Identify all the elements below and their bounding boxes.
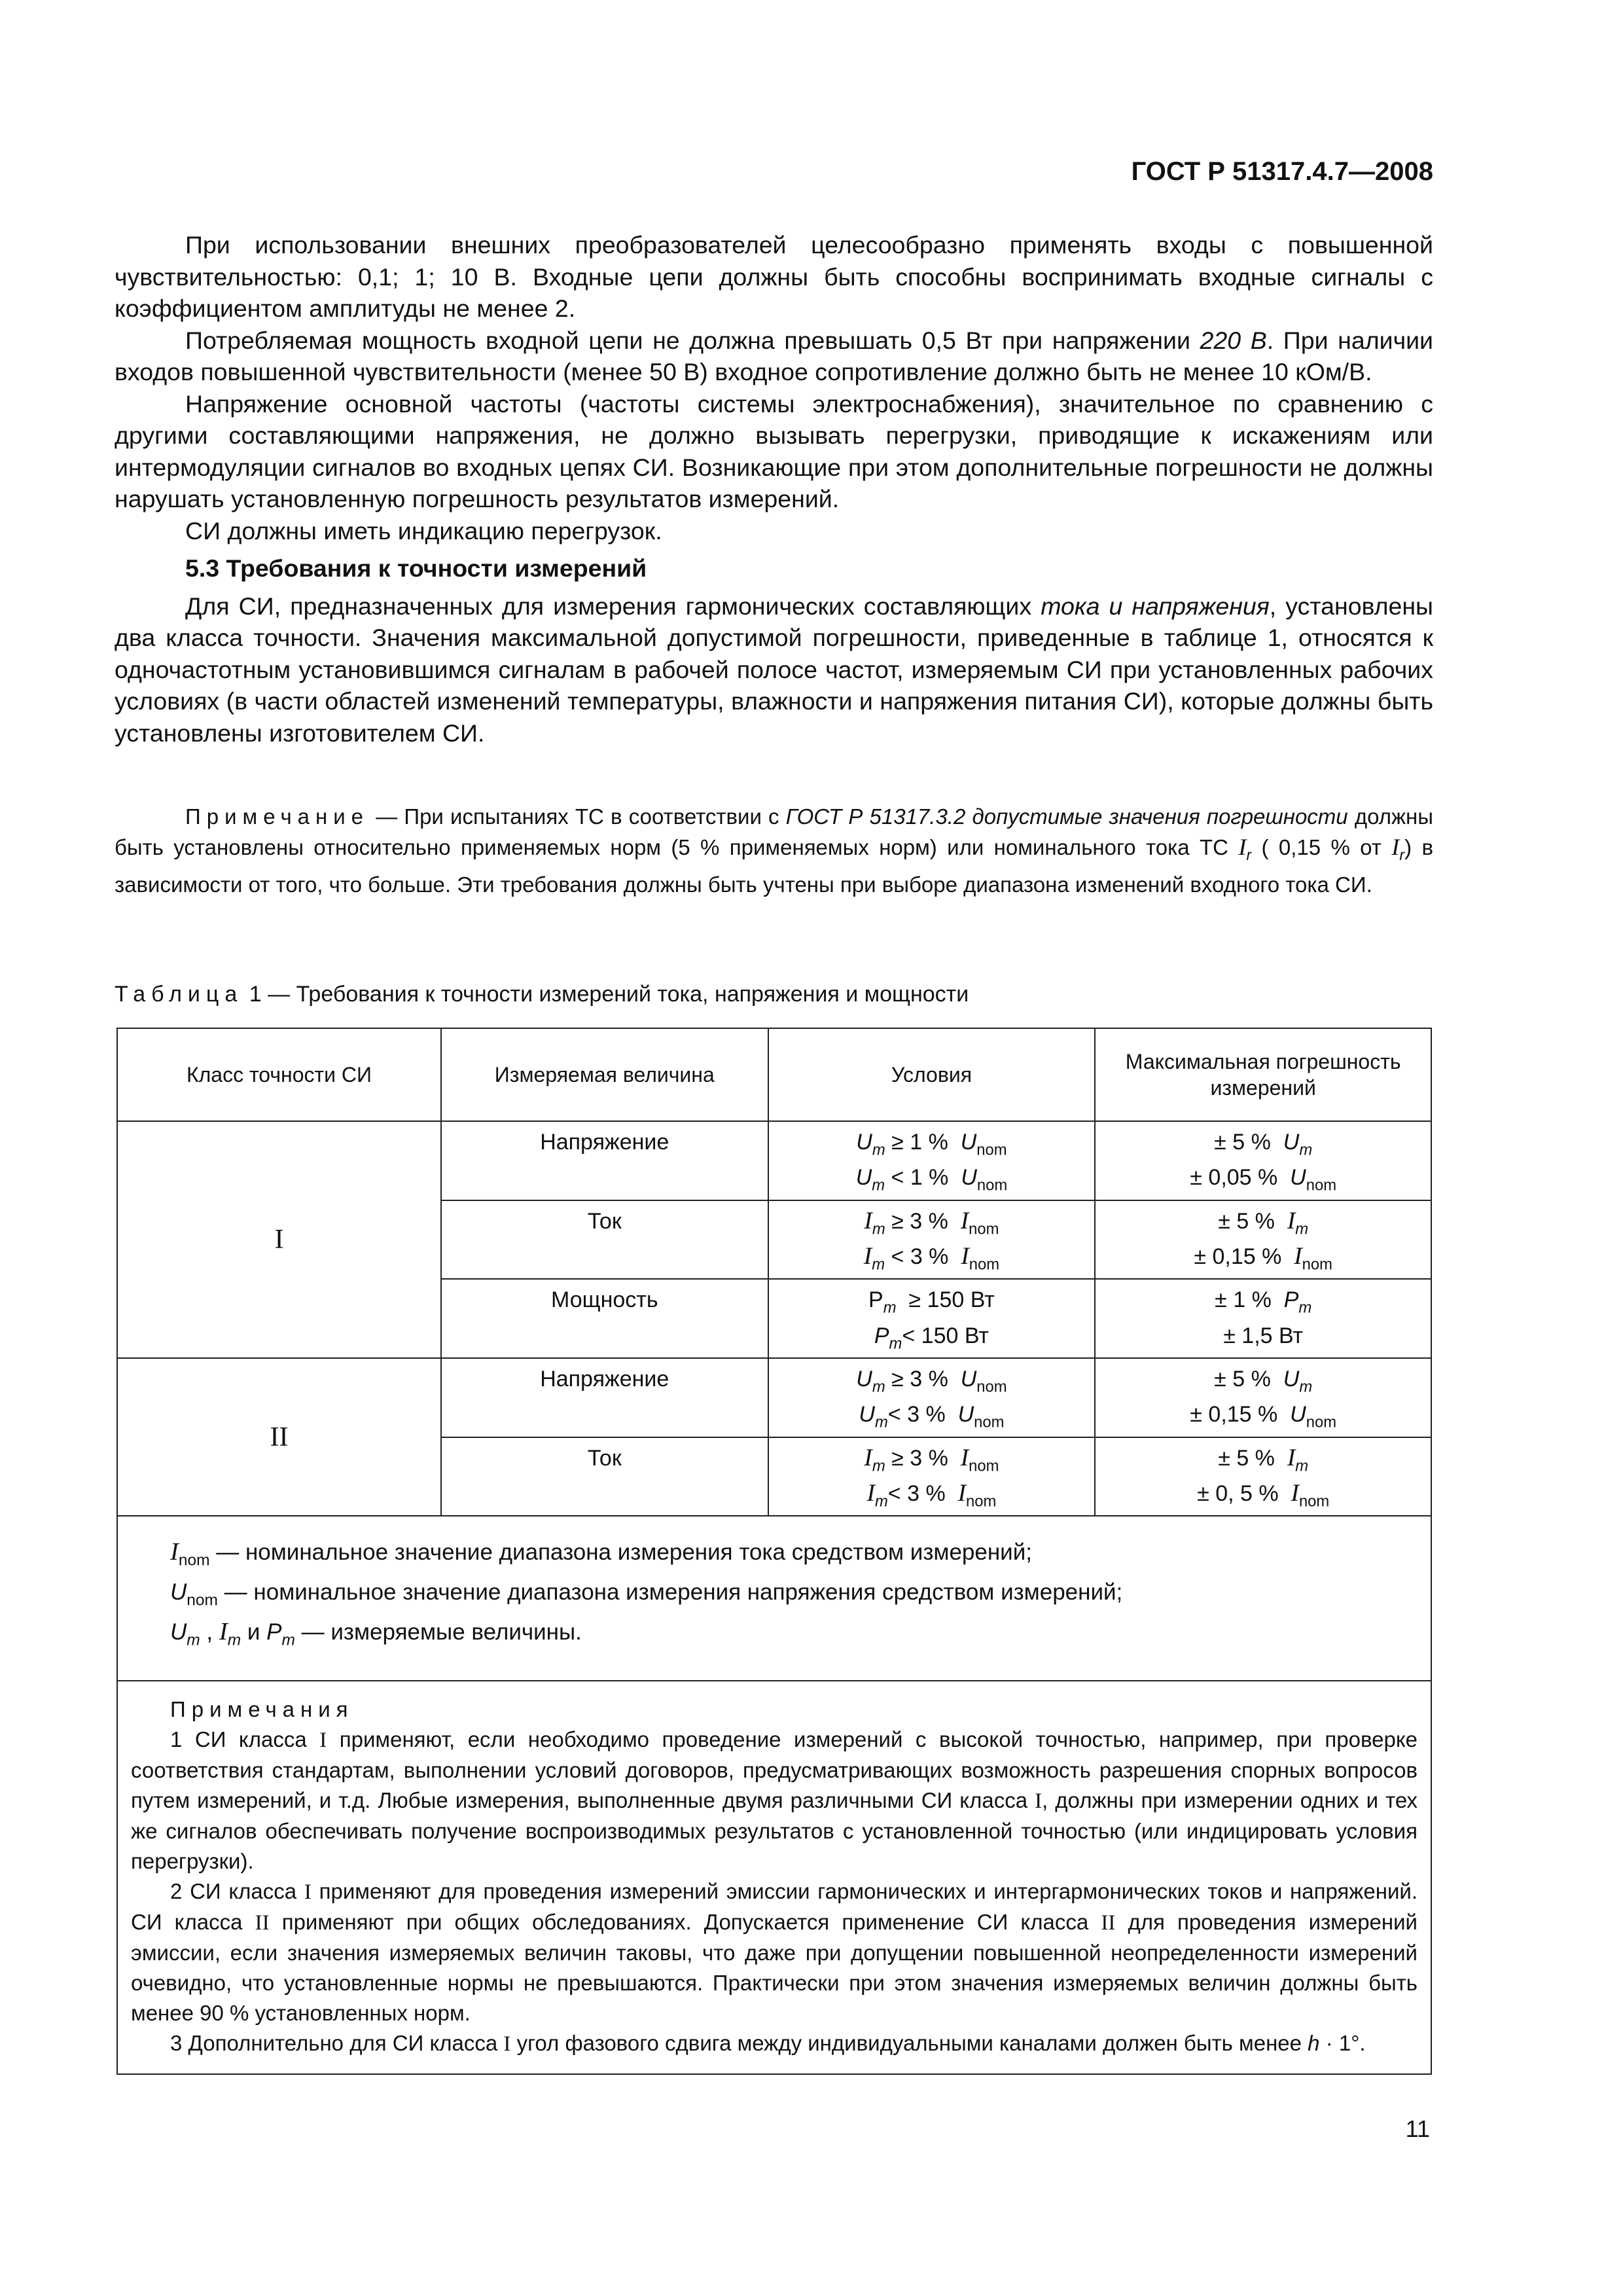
symbol: I	[1287, 1207, 1296, 1234]
paragraph	[115, 590, 1433, 749]
symbol: P	[868, 1287, 883, 1313]
symbol-sub: nom	[976, 1141, 1007, 1159]
text-run: 1 СИ класса	[170, 1727, 320, 1752]
symbol-sub: nom	[969, 1456, 999, 1475]
symbol: I	[864, 1444, 872, 1471]
text-run: ± 0,15 %	[1190, 1402, 1291, 1427]
symbol-sub: m	[281, 1631, 295, 1649]
symbol-sub: m	[187, 1631, 200, 1649]
legend-line	[170, 1536, 1431, 1577]
text-run: ) в зависимости от того, что больше. Эти требования должны быть учтены при выборе диапазона изменений входного тока СИ.	[115, 835, 1433, 897]
column-header: Максимальная погрешность измерений	[1095, 1028, 1431, 1121]
text-run: , должны при измерении одних и тех же сигналов обеспечивать получение воспроизводимых результатов с установленной точностью (или индицировать условия перегрузки).	[131, 1788, 1418, 1874]
class-symbol: I	[319, 1729, 327, 1753]
paragraph: СИ должны иметь индикацию перегрузок.	[185, 516, 662, 545]
symbol-sub: nom	[1306, 1176, 1337, 1194]
accuracy-class-cell: I	[117, 1121, 441, 1358]
text-run-italic: 220 В	[1200, 326, 1267, 354]
symbol: U	[170, 1579, 187, 1605]
class-symbol: I	[304, 1880, 312, 1905]
accuracy-table	[116, 1028, 1432, 2075]
symbol-sub: nom	[976, 1378, 1007, 1396]
symbol: I	[219, 1618, 228, 1646]
symbol: U	[960, 1130, 977, 1155]
text-run: ± 0, 5 %	[1197, 1480, 1291, 1506]
text-run: < 1 %	[885, 1165, 961, 1191]
error-cell	[1095, 1200, 1431, 1280]
text-run: — номинальное значение диапазона измерения тока средством измерений;	[209, 1539, 1032, 1566]
error-cell	[1095, 1358, 1431, 1437]
paragraph	[115, 325, 1433, 388]
text-run: 2 СИ класса	[170, 1879, 304, 1904]
column-header: Класс точности СИ	[117, 1028, 441, 1121]
text-run-italic: тока и напряжения	[1041, 592, 1270, 620]
symbol-sub: m	[1298, 1299, 1312, 1317]
text-run: < 3 %	[887, 1480, 958, 1506]
text-run: применяют при общих обследованиях. Допускается применение СИ класса	[269, 1910, 1101, 1935]
symbol: U	[961, 1165, 977, 1191]
symbol: U	[960, 1366, 977, 1391]
symbol: I	[1294, 1242, 1302, 1270]
text-run: ± 5 %	[1218, 1445, 1287, 1471]
note-item	[131, 1725, 1418, 1876]
text-run: 3 Дополнительно для СИ класса	[170, 2031, 504, 2056]
symbol: I	[863, 1242, 872, 1270]
text-run: для проведения измерений эмиссии, если значения измеряемых величин таковы, что даже при допущении повышенной неопределенности измерений очевидно, что установленные нормы не превышаются. Практически при этом значения измеряемых величин должны быть менее 90 % установленных норм.	[131, 1910, 1418, 2026]
symbol: U	[1283, 1130, 1300, 1155]
document-header: ГОСТ Р 51317.4.7—2008	[1131, 157, 1433, 186]
text-run: Для СИ, предназначенных для измерения гармонических составляющих	[185, 592, 1041, 620]
symbol: U	[856, 1130, 872, 1155]
quantity-cell: Мощность	[441, 1279, 768, 1358]
symbol: h	[1308, 2031, 1320, 2056]
symbol: I	[1287, 1444, 1296, 1471]
symbol-sub: nom	[969, 1219, 999, 1238]
text-run: — измеряемые величины.	[294, 1619, 582, 1645]
symbol: U	[1283, 1366, 1300, 1391]
text-run: ≥ 3 %	[885, 1445, 961, 1471]
symbol-sub: r	[1246, 846, 1252, 864]
symbol-sub: r	[1399, 846, 1405, 864]
conditions-cell	[768, 1437, 1096, 1516]
text-run: применяют для проведения измерений эмиссии гармонических и интергармонических токов и напряжений. СИ класса	[131, 1879, 1418, 1935]
legend-cell	[117, 1516, 1431, 1681]
text-run: ± 5 %	[1214, 1130, 1283, 1155]
symbol-sub: nom	[1306, 1413, 1337, 1431]
text-run: ± 0,05 %	[1190, 1165, 1291, 1191]
text-run: < 3 %	[885, 1244, 961, 1269]
symbol: P	[874, 1323, 889, 1348]
text-run: · 1°.	[1319, 2031, 1366, 2056]
paragraph: При использовании внешних преобразователей целесообразно применять входы с повышенной чувствительностью: 0,1; 1; 10 В. Входные цепи должны быть способны воспринимать входные сигналы с коэффициентом амплитуды не менее 2.	[115, 231, 1433, 322]
text-run: — номинальное значение диапазона измерения напряжения средством измерений;	[217, 1579, 1123, 1605]
text-run: применяют, если необходимо проведение измерений с высокой точностью, например, при проверке соответствия стандартам, выполнении условий договоров, предусматривающих возможность разрешения спорных вопросов путем измерений, и т.д. Любые измерения, выполненные двумя различными СИ класса	[131, 1727, 1418, 1813]
symbol-sub: m	[1295, 1456, 1309, 1475]
symbol: I	[960, 1207, 969, 1234]
class-symbol: II	[1101, 1911, 1116, 1935]
table-row	[117, 1358, 1431, 1437]
symbol-sub: m	[872, 1378, 885, 1396]
symbol-sub: nom	[969, 1255, 1000, 1274]
symbol: U	[170, 1619, 187, 1645]
column-header: Измеряемая величина	[441, 1028, 768, 1121]
table-header-row	[117, 1028, 1431, 1121]
text-run: < 150 Вт	[902, 1323, 989, 1348]
note-item	[131, 1876, 1418, 2028]
symbol-sub: m	[883, 1299, 897, 1317]
symbol: U	[859, 1402, 875, 1427]
caption-text: 1 — Требования к точности измерений тока, напряжения и мощности	[243, 982, 969, 1007]
symbol-sub: m	[889, 1334, 902, 1352]
notes-row	[117, 1681, 1431, 2074]
text-run: ± 5 %	[1218, 1208, 1287, 1234]
text-run: ≥ 3 %	[885, 1366, 961, 1391]
text-run: , установлены два класса точности. Значения максимальной допустимой погрешности, приведенные в таблице 1, относятся к одночастотным установившимся сигналам в рабочей полосе частот, измеряемым СИ при установленных рабочих условиях (в части областей изменений температуры, влажности и напряжения питания СИ), которые должны быть установлены изготовителем СИ.	[115, 592, 1434, 747]
class-symbol: I	[1035, 1789, 1043, 1814]
symbol: I	[864, 1207, 872, 1234]
error-cell	[1095, 1437, 1431, 1516]
text-run: . При наличии входов повышенной чувствительности (менее 50 В) входное сопротивление должно быть не менее 10 кОм/В.	[115, 326, 1433, 386]
symbol: I	[960, 1444, 969, 1471]
text-run: ± 0,15 %	[1194, 1244, 1294, 1269]
text-run: ( 0,15 % от	[1251, 835, 1392, 859]
symbol-sub: nom	[1298, 1492, 1330, 1511]
column-header: Условия	[768, 1028, 1096, 1121]
symbol-sub: m	[872, 1456, 885, 1475]
conditions-cell	[768, 1358, 1096, 1437]
note-block	[115, 802, 1433, 900]
text-run: ,	[200, 1619, 219, 1645]
quantity-cell: Напряжение	[441, 1358, 768, 1437]
text-run: ± 1 %	[1215, 1287, 1284, 1313]
text-run: Потребляемая мощность входной цепи не должна превышать 0,5 Вт при напряжении	[185, 326, 1200, 354]
note-item	[131, 2028, 1418, 2059]
text-run: угол фазового сдвига между индивидуальными каналами должен быть менее	[510, 2031, 1308, 2056]
text-run: < 3 %	[887, 1402, 958, 1427]
symbol: I	[957, 1479, 967, 1507]
symbol-sub: m	[872, 1176, 885, 1194]
legend-line	[170, 1616, 1431, 1657]
symbol: I	[1238, 834, 1247, 860]
symbol-sub: m	[227, 1631, 241, 1649]
page-number: 11	[1405, 2115, 1430, 2142]
caption-label: Таблица	[115, 982, 243, 1007]
accuracy-class-cell: II	[117, 1358, 441, 1516]
symbol: U	[855, 1165, 872, 1191]
section-heading: 5.3 Требования к точности измерений	[185, 554, 647, 582]
symbol: I	[1391, 834, 1400, 860]
symbol-sub: nom	[1302, 1255, 1332, 1274]
legend-line	[170, 1577, 1431, 1617]
symbol-sub: m	[1299, 1141, 1313, 1159]
text-run: ≥ 3 %	[885, 1208, 961, 1234]
symbol: P	[1283, 1287, 1299, 1313]
text-run: ± 1,5 Вт	[1223, 1323, 1304, 1348]
table-caption	[115, 982, 969, 1007]
paragraph: Напряжение основной частоты (частоты системы электроснабжения), значительное по сравнению с другими составляющими напряжения, не должно вызывать перегрузки, приводящие к искажениям или интермодуляции сигналов во входных цепях СИ. Возникающие при этом дополнительные погрешности не должны нарушать установленную погрешность результатов измерений.	[115, 389, 1433, 512]
symbol-sub: nom	[974, 1413, 1005, 1431]
symbol: P	[266, 1619, 282, 1645]
symbol: I	[866, 1479, 875, 1507]
symbol: I	[961, 1242, 969, 1270]
symbol-sub: nom	[966, 1492, 997, 1511]
symbol-sub: m	[872, 1255, 885, 1274]
symbol: U	[1290, 1165, 1306, 1191]
note-reference: ГОСТ Р 51317.3.2 допустимые значения погрешности	[785, 804, 1348, 829]
class-symbol: II	[255, 1911, 270, 1935]
symbol: U	[1290, 1402, 1306, 1427]
notes-cell	[117, 1681, 1431, 2074]
text-run: — При испытаниях ТС в соответствии с	[369, 804, 786, 829]
table-row	[117, 1121, 1431, 1200]
text-run: ± 5 %	[1214, 1366, 1283, 1391]
symbol-sub: m	[1295, 1219, 1309, 1238]
symbol-sub: m	[874, 1492, 888, 1511]
text-run: ≥ 1 %	[885, 1130, 961, 1155]
body-text	[115, 229, 1433, 749]
class-symbol: I	[503, 2032, 511, 2056]
note-label: Примечание	[185, 804, 370, 829]
quantity-cell: Ток	[441, 1437, 768, 1516]
error-cell	[1095, 1121, 1431, 1200]
symbol: U	[856, 1366, 872, 1391]
conditions-cell	[768, 1121, 1096, 1200]
notes-title	[131, 1695, 1418, 1725]
conditions-cell	[768, 1279, 1096, 1358]
symbol-sub: nom	[178, 1551, 210, 1570]
symbol-sub: nom	[187, 1591, 218, 1609]
symbol: I	[1291, 1479, 1299, 1507]
text-run: ≥ 150 Вт	[896, 1287, 995, 1313]
symbol: I	[170, 1538, 179, 1566]
text-run: должны быть установлены относительно применяемых норм (5 % применяемых норм) или номинального тока ТС	[115, 804, 1433, 859]
quantity-cell: Напряжение	[441, 1121, 768, 1200]
text-run: и	[241, 1619, 267, 1645]
symbol-sub: m	[872, 1219, 885, 1238]
symbol-sub: nom	[976, 1176, 1008, 1194]
quantity-cell: Ток	[441, 1200, 768, 1280]
conditions-cell	[768, 1200, 1096, 1280]
error-cell	[1095, 1279, 1431, 1358]
symbol-sub: m	[1299, 1378, 1313, 1396]
legend-row	[117, 1516, 1431, 1681]
notes-title-text: Примечания	[170, 1697, 354, 1722]
symbol: U	[957, 1402, 974, 1427]
symbol-sub: m	[872, 1141, 885, 1159]
symbol-sub: m	[874, 1413, 888, 1431]
